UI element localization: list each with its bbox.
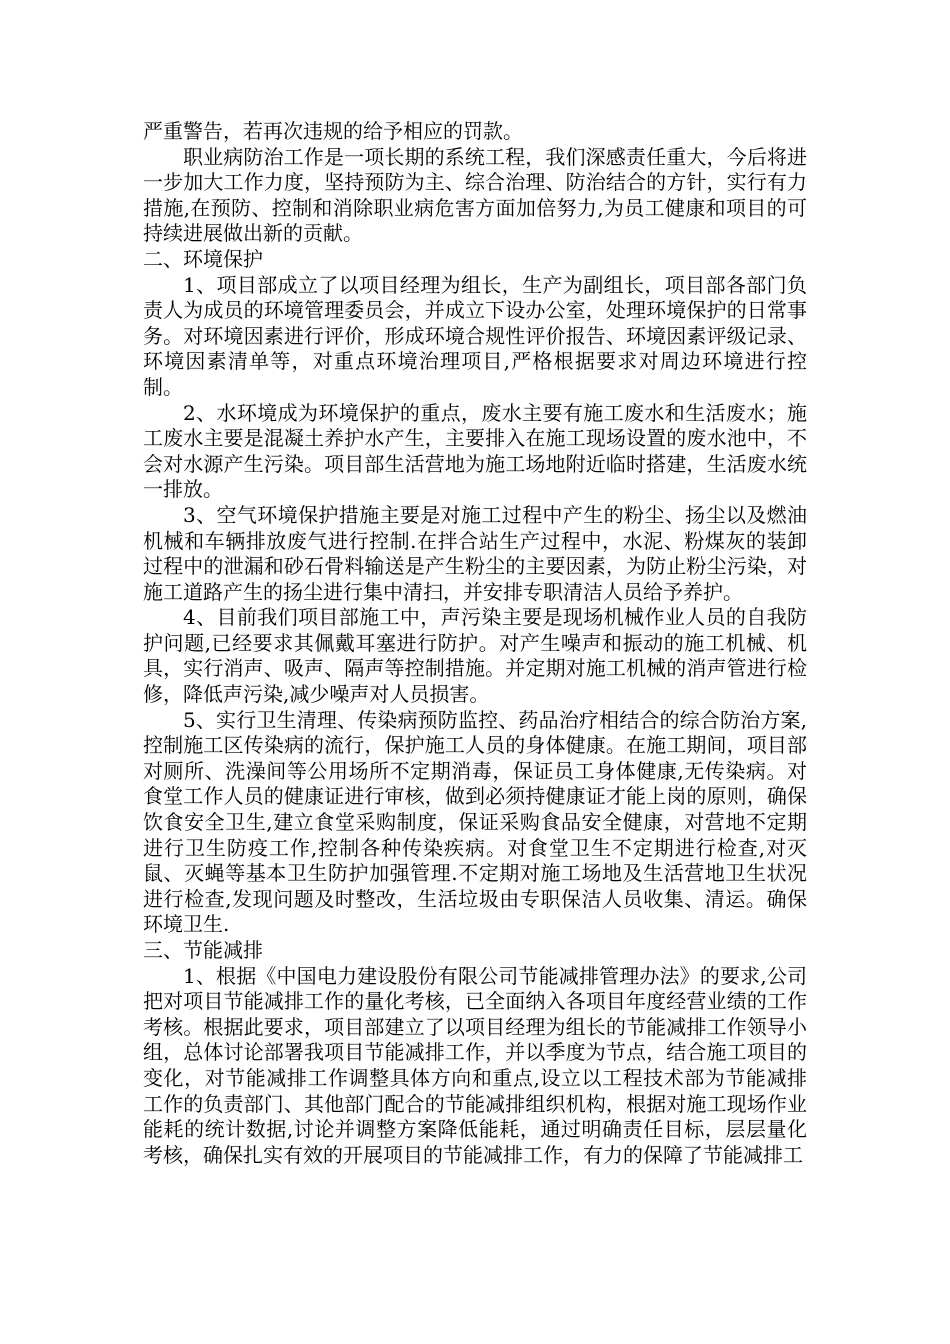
paragraph-occupational-disease: 职业病防治工作是一项长期的系统工程，我们深感责任重大，今后将进一步加大工作力度，坚持预防为主、综合治理、防治结合的方针，实行有力措施,在预防、控制和消除职业病危害方面加倍努力,为员工健康和项目的可持续进展做出新的贡献。 (143, 144, 807, 246)
document-page (143, 119, 807, 1168)
section-heading-energy: 三、节能减排 (143, 938, 263, 962)
paragraph-env-committee: 1、项目部成立了以项目经理为组长，生产为副组长，项目部各部门负责人为成员的环境管理委员会，并成立下设办公室，处理环境保护的日常事务。对环境因素进行评价，形成环境合规性评价报告、环境因素评级记录、环境因素清单等，对重点环境治理项目,严格根据要求对周边环境进行控制。 (143, 272, 807, 399)
paragraph-air: 3、空气环境保护措施主要是对施工过程中产生的粉尘、扬尘以及燃油机械和车辆排放废气进行控制.在拌合站生产过程中，水泥、粉煤灰的装卸过程中的泄漏和砂石骨料输送是产生粉尘的主要因素，为防止粉尘污染，对施工道路产生的扬尘进行集中清扫，并安排专职清洁人员给予养护。 (143, 502, 807, 604)
paragraph-noise: 4、目前我们项目部施工中，声污染主要是现场机械作业人员的自我防护问题,已经要求其佩戴耳塞进行防护。对产生噪声和振动的施工机械、机具，实行消声、吸声、隔声等控制措施。并定期对施工机械的消声管进行检修，降低声污染,减少噪声对人员损害。 (143, 605, 807, 707)
paragraph-energy-saving: 1、根据《中国电力建设股份有限公司节能减排管理办法》的要求,公司把对项目节能减排工作的量化考核，已全面纳入各项目年度经营业绩的工作考核。根据此要求，项目部建立了以项目经理为组长的节能减排工作领导小组，总体讨论部署我项目节能减排工作，并以季度为节点，结合施工项目的变化，对节能减排工作调整具体方向和重点,设立以工程技术部为节能减排工作的负责部门、其他部门配合的节能减排组织机构，根据对施工现场作业能耗的统计数据,讨论并调整方案降低能耗，通过明确责任目标，层层量化考核，确保扎实有效的开展项目的节能减排工作，有力的保障了节能减排工 (143, 963, 807, 1167)
paragraph-continued: 严重警告，若再次违规的给予相应的罚款。 (143, 119, 523, 143)
section-heading-environment: 二、环境保护 (143, 246, 263, 271)
paragraph-water: 2、水环境成为环境保护的重点，废水主要有施工废水和生活废水；施工废水主要是混凝土养护水产生，主要排入在施工现场设置的废水池中，不会对水源产生污染。项目部生活营地为施工场地附近临时搭建，生活废水统一排放。 (143, 400, 807, 502)
paragraph-hygiene: 5、实行卫生清理、传染病预防监控、药品治疗相结合的综合防治方案,控制施工区传染病的流行，保护施工人员的身体健康。在施工期间，项目部对厕所、洗澡间等公用场所不定期消毒，保证员工身体健康,无传染病。对食堂工作人员的健康证进行审核，做到必须持健康证才能上岗的原则，确保饮食安全卫生,建立食堂采购制度，保证采购食品安全健康，对营地不定期进行卫生防疫工作,控制各种传染疾病。对食堂卫生不定期进行检查,对灭鼠、灭蝇等基本卫生防护加强管理.不定期对施工场地及生活营地卫生状况进行检查,发现问题及时整改，生活垃圾由专职保洁人员收集、清运。确保环境卫生. (143, 707, 807, 937)
